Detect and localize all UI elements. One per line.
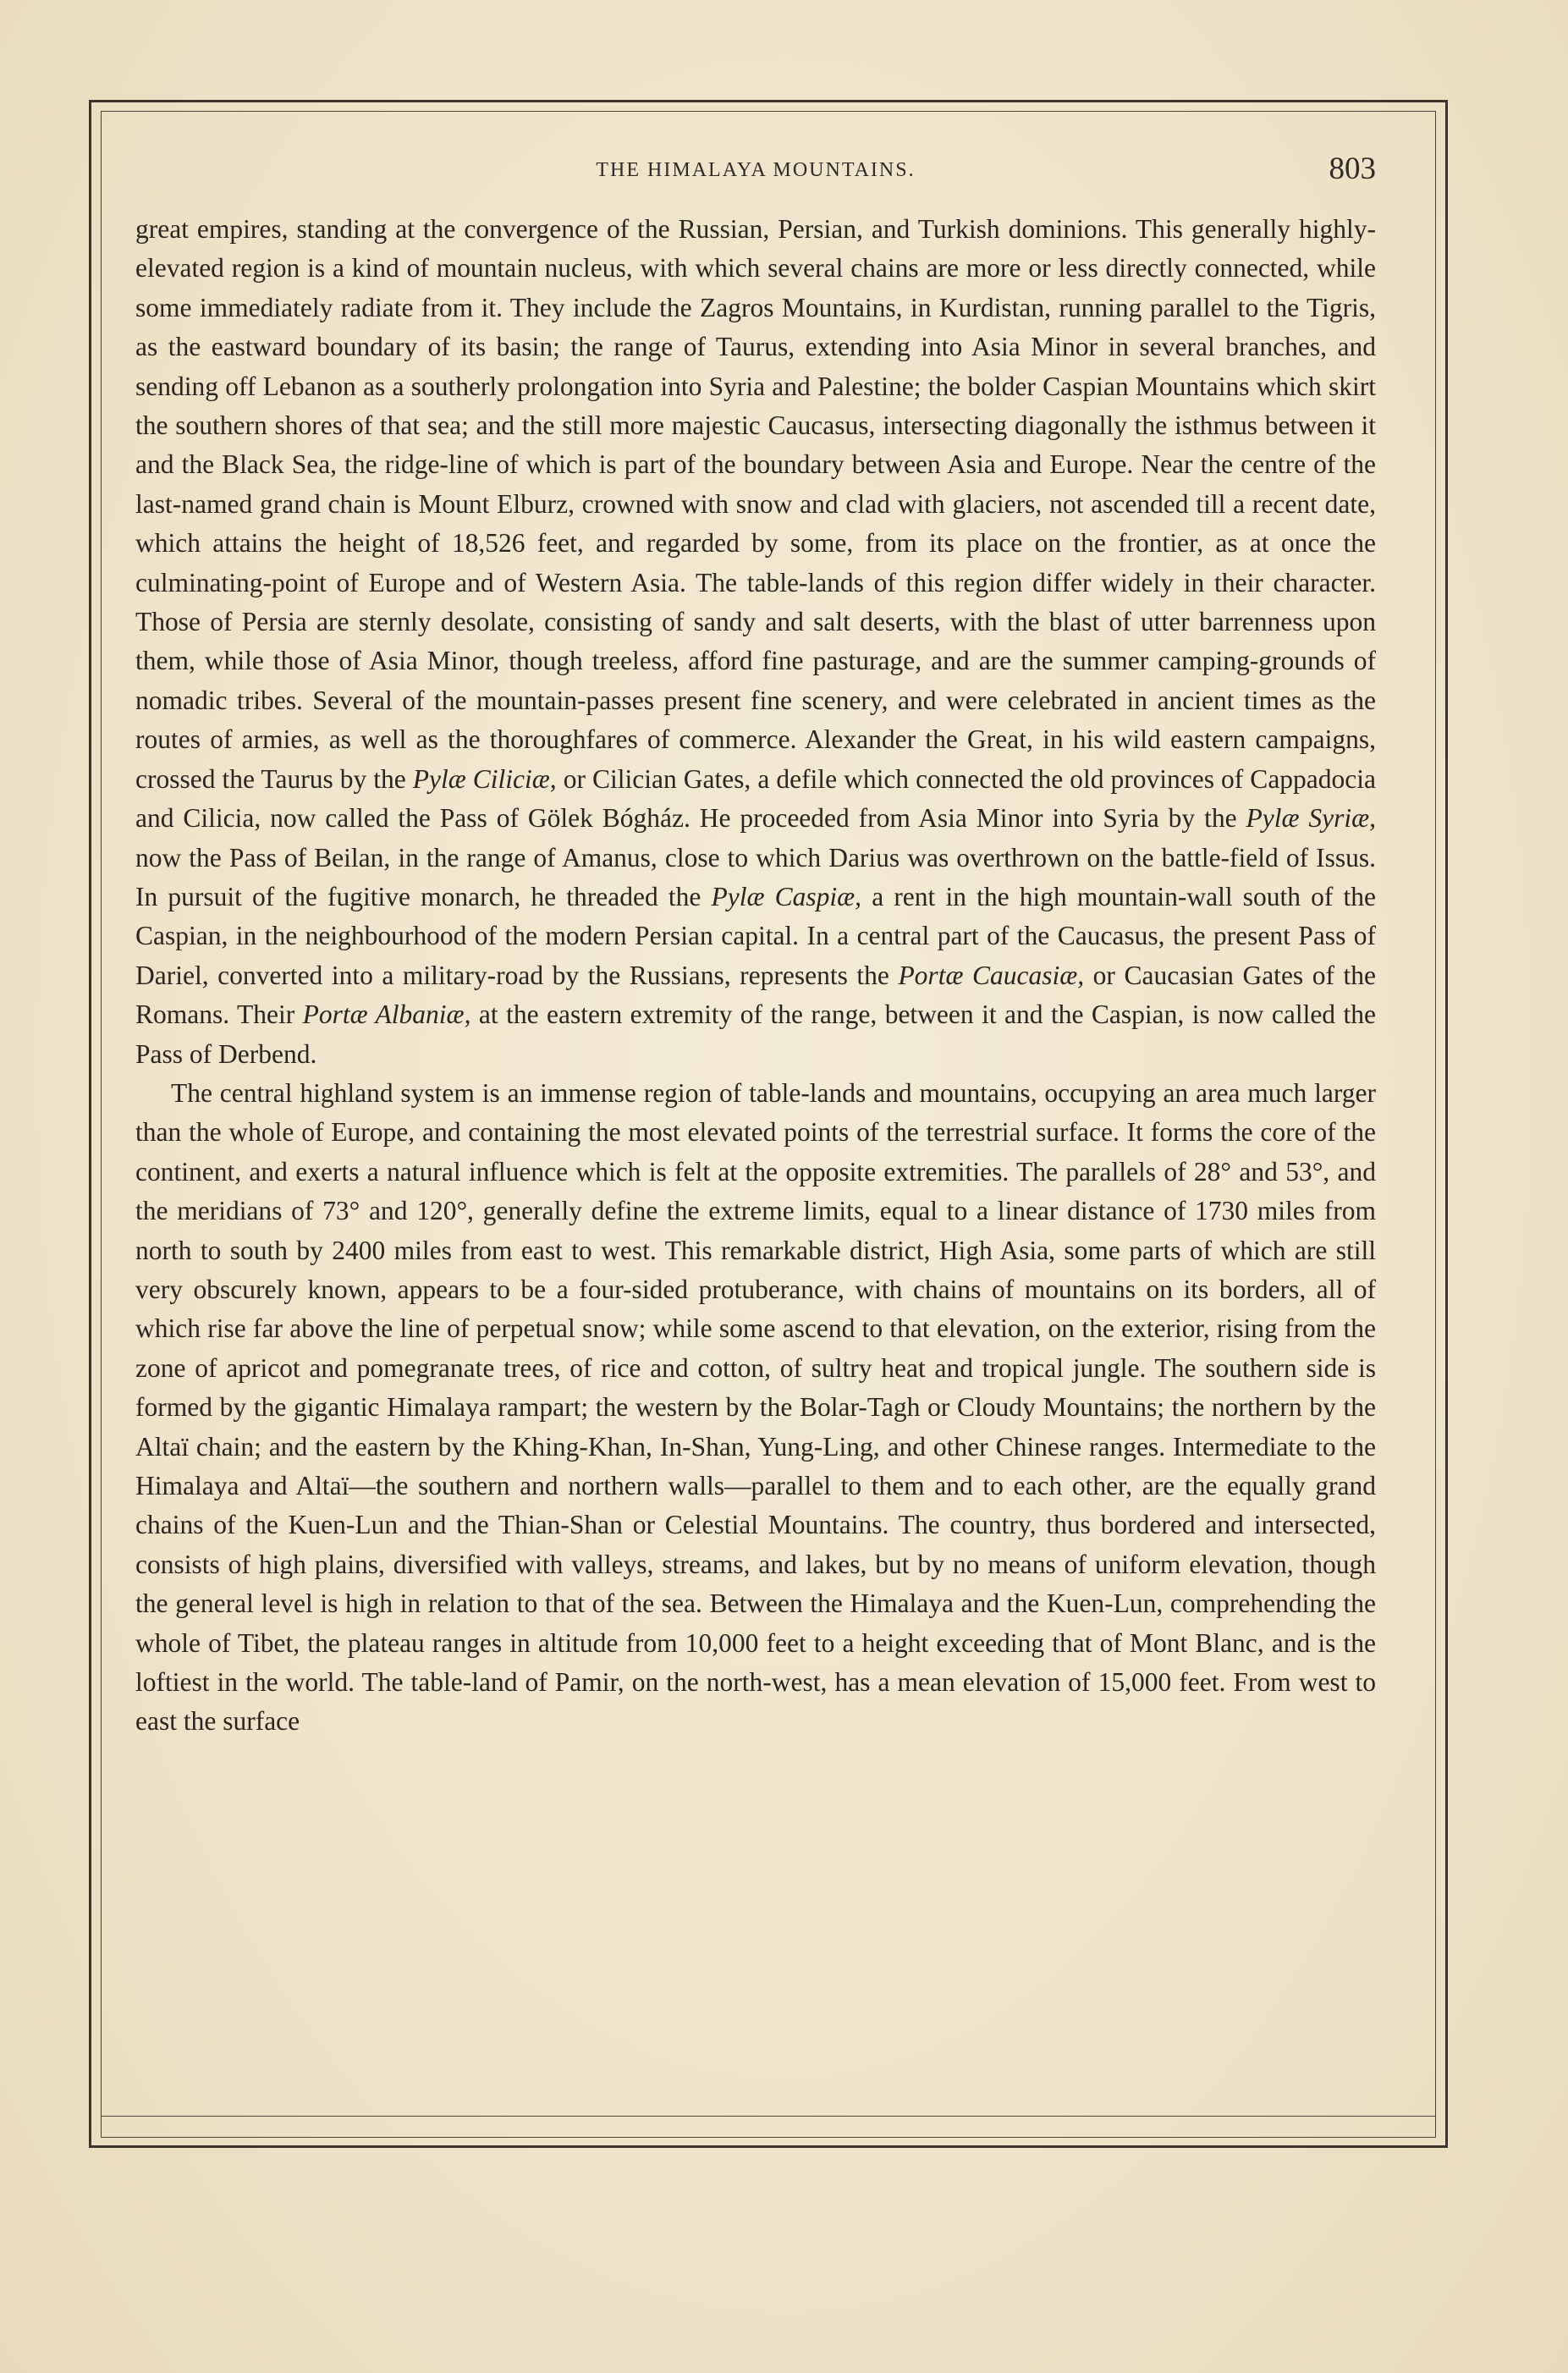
page-header bbox=[135, 151, 1376, 201]
text-run: now the Pass of Beilan, in the range of Amanus, close to which Darius was overthrown on the battle-field of Issus. In pursuit of the fugitive monarch, he threaded the bbox=[135, 842, 1376, 911]
paragraph bbox=[135, 210, 1376, 1074]
body-text bbox=[135, 210, 1376, 1742]
italic-latin-term: Pylæ Ciliciæ, bbox=[412, 763, 557, 794]
italic-latin-term: Portæ Albaniæ, bbox=[302, 999, 471, 1030]
paragraph bbox=[135, 1074, 1376, 1742]
text-run: great empires, standing at the convergence of the Russian, Persian, and Turkish dominions. This generally highly-elevated region is a kind of mountain nucleus, with which several chains are more or less directly connected, while some immediately radiate from it. They include the Zagros Mountains, in Kurdistan, running parallel to the Tigris, as the eastward boundary of its basin; the range of Taurus, extending into Asia Minor in several branches, and sending off Lebanon as a southerly prolongation into Syria and Palestine; the bolder Caspian Mountains which skirt the southern shores of that sea; and the still more majestic Caucasus, intersecting diagonally the isthmus between it and the Black Sea, the ridge-line of which is part of the boundary between Asia and Europe. Near the centre of the last-named grand chain is Mount Elburz, crowned with snow and clad with glaciers, not ascended till a recent date, which attains the height of 18,526 feet, and regarded by some, from its place on the frontier, as at once the culminating-point of Europe and of Western Asia. The table-lands of this region differ widely in their character. Those of Persia are sternly desolate, consisting of sandy and salt deserts, with the blast of utter barrenness upon them, while those of Asia Minor, though treeless, afford fine pasturage, and are the summer camping-grounds of nomadic tribes. Several of the mountain-passes present fine scenery, and were celebrated in ancient times as the routes of armies, as well as the thoroughfares of commerce. Alexander the Great, in his wild eastern campaigns, crossed the Taurus by the bbox=[135, 214, 1376, 794]
text-run: or Cilician Gates, a defile which connected the old provinces of Cappadocia and Cilicia, now called the Pass of Gölek Bógház. He proceeded from Asia Minor into Syria by the bbox=[135, 763, 1376, 834]
text-run: or Caucasian Gates of the Romans. Their bbox=[135, 960, 1376, 1030]
italic-latin-term: Portæ Caucasiæ, bbox=[898, 960, 1085, 990]
text-run: a rent in the high mountain-wall south of the Caspian, in the neighbourhood of the modern Persian capital. In a central part of the Caucasus, the present Pass of Dariel, converted into a military-road by the Russians, represents the bbox=[135, 881, 1377, 990]
text-run: at the eastern extremity of the range, between it and the Caspian, is now called the Pass of Derbend. bbox=[135, 999, 1376, 1069]
running-head: THE HIMALAYA MOUNTAINS. bbox=[596, 159, 916, 181]
italic-latin-term: Pylæ Syriæ, bbox=[1246, 803, 1376, 834]
text-run: The central highland system is an immense region of table-lands and mountains, occupying an area much larger than the whole of Europe, and containing the most elevated points of the terrestrial surface. It forms the core of the continent, and exerts a natural influence which is felt at the opposite extremities. The parallels of 28° and 53°, and the meridians of 73° and 120°, generally define the extreme limits, equal to a linear distance of 1730 miles from north to south by 2400 miles from east to west. This remarkable district, High Asia, some parts of which are still very obscurely known, appears to be a four-sided protuberance, with chains of mountains on its borders, all of which rise far above the line of perpetual snow; while some ascend to that elevation, on the exterior, rising from the zone of apricot and pomegranate trees, of rice and cotton, of sultry heat and tropical jungle. The southern side is formed by the gigantic Himalaya rampart; the western by the Bolar-Tagh or Cloudy Mountains; the northern by the Altaï chain; and the eastern by the Khing-Khan, In-Shan, Yung-Ling, and other Chinese ranges. Intermediate to the Himalaya and Altaï—the southern and northern walls—parallel to them and to each other, are the equally grand chains of the Kuen-Lun and the Thian-Shan or Celestial Mountains. The country, thus bordered and intersected, consists of high plains, diversified with valleys, streams, and lakes, but by no means of uniform elevation, though the general level is high in relation to that of the sea. Between the Himalaya and the Kuen-Lun, comprehending the whole of Tibet, the plateau ranges in altitude from 10,000 feet to a height exceeding that of Mont Blanc, and is the loftiest in the world. The table-land of Pamir, on the north-west, has a mean elevation of 15,000 feet. From west to east the surface bbox=[135, 1077, 1376, 1737]
page-number: 803 bbox=[1329, 151, 1376, 186]
italic-latin-term: Pylæ Caspiæ, bbox=[711, 881, 862, 911]
bottom-rule bbox=[101, 2116, 1436, 2117]
